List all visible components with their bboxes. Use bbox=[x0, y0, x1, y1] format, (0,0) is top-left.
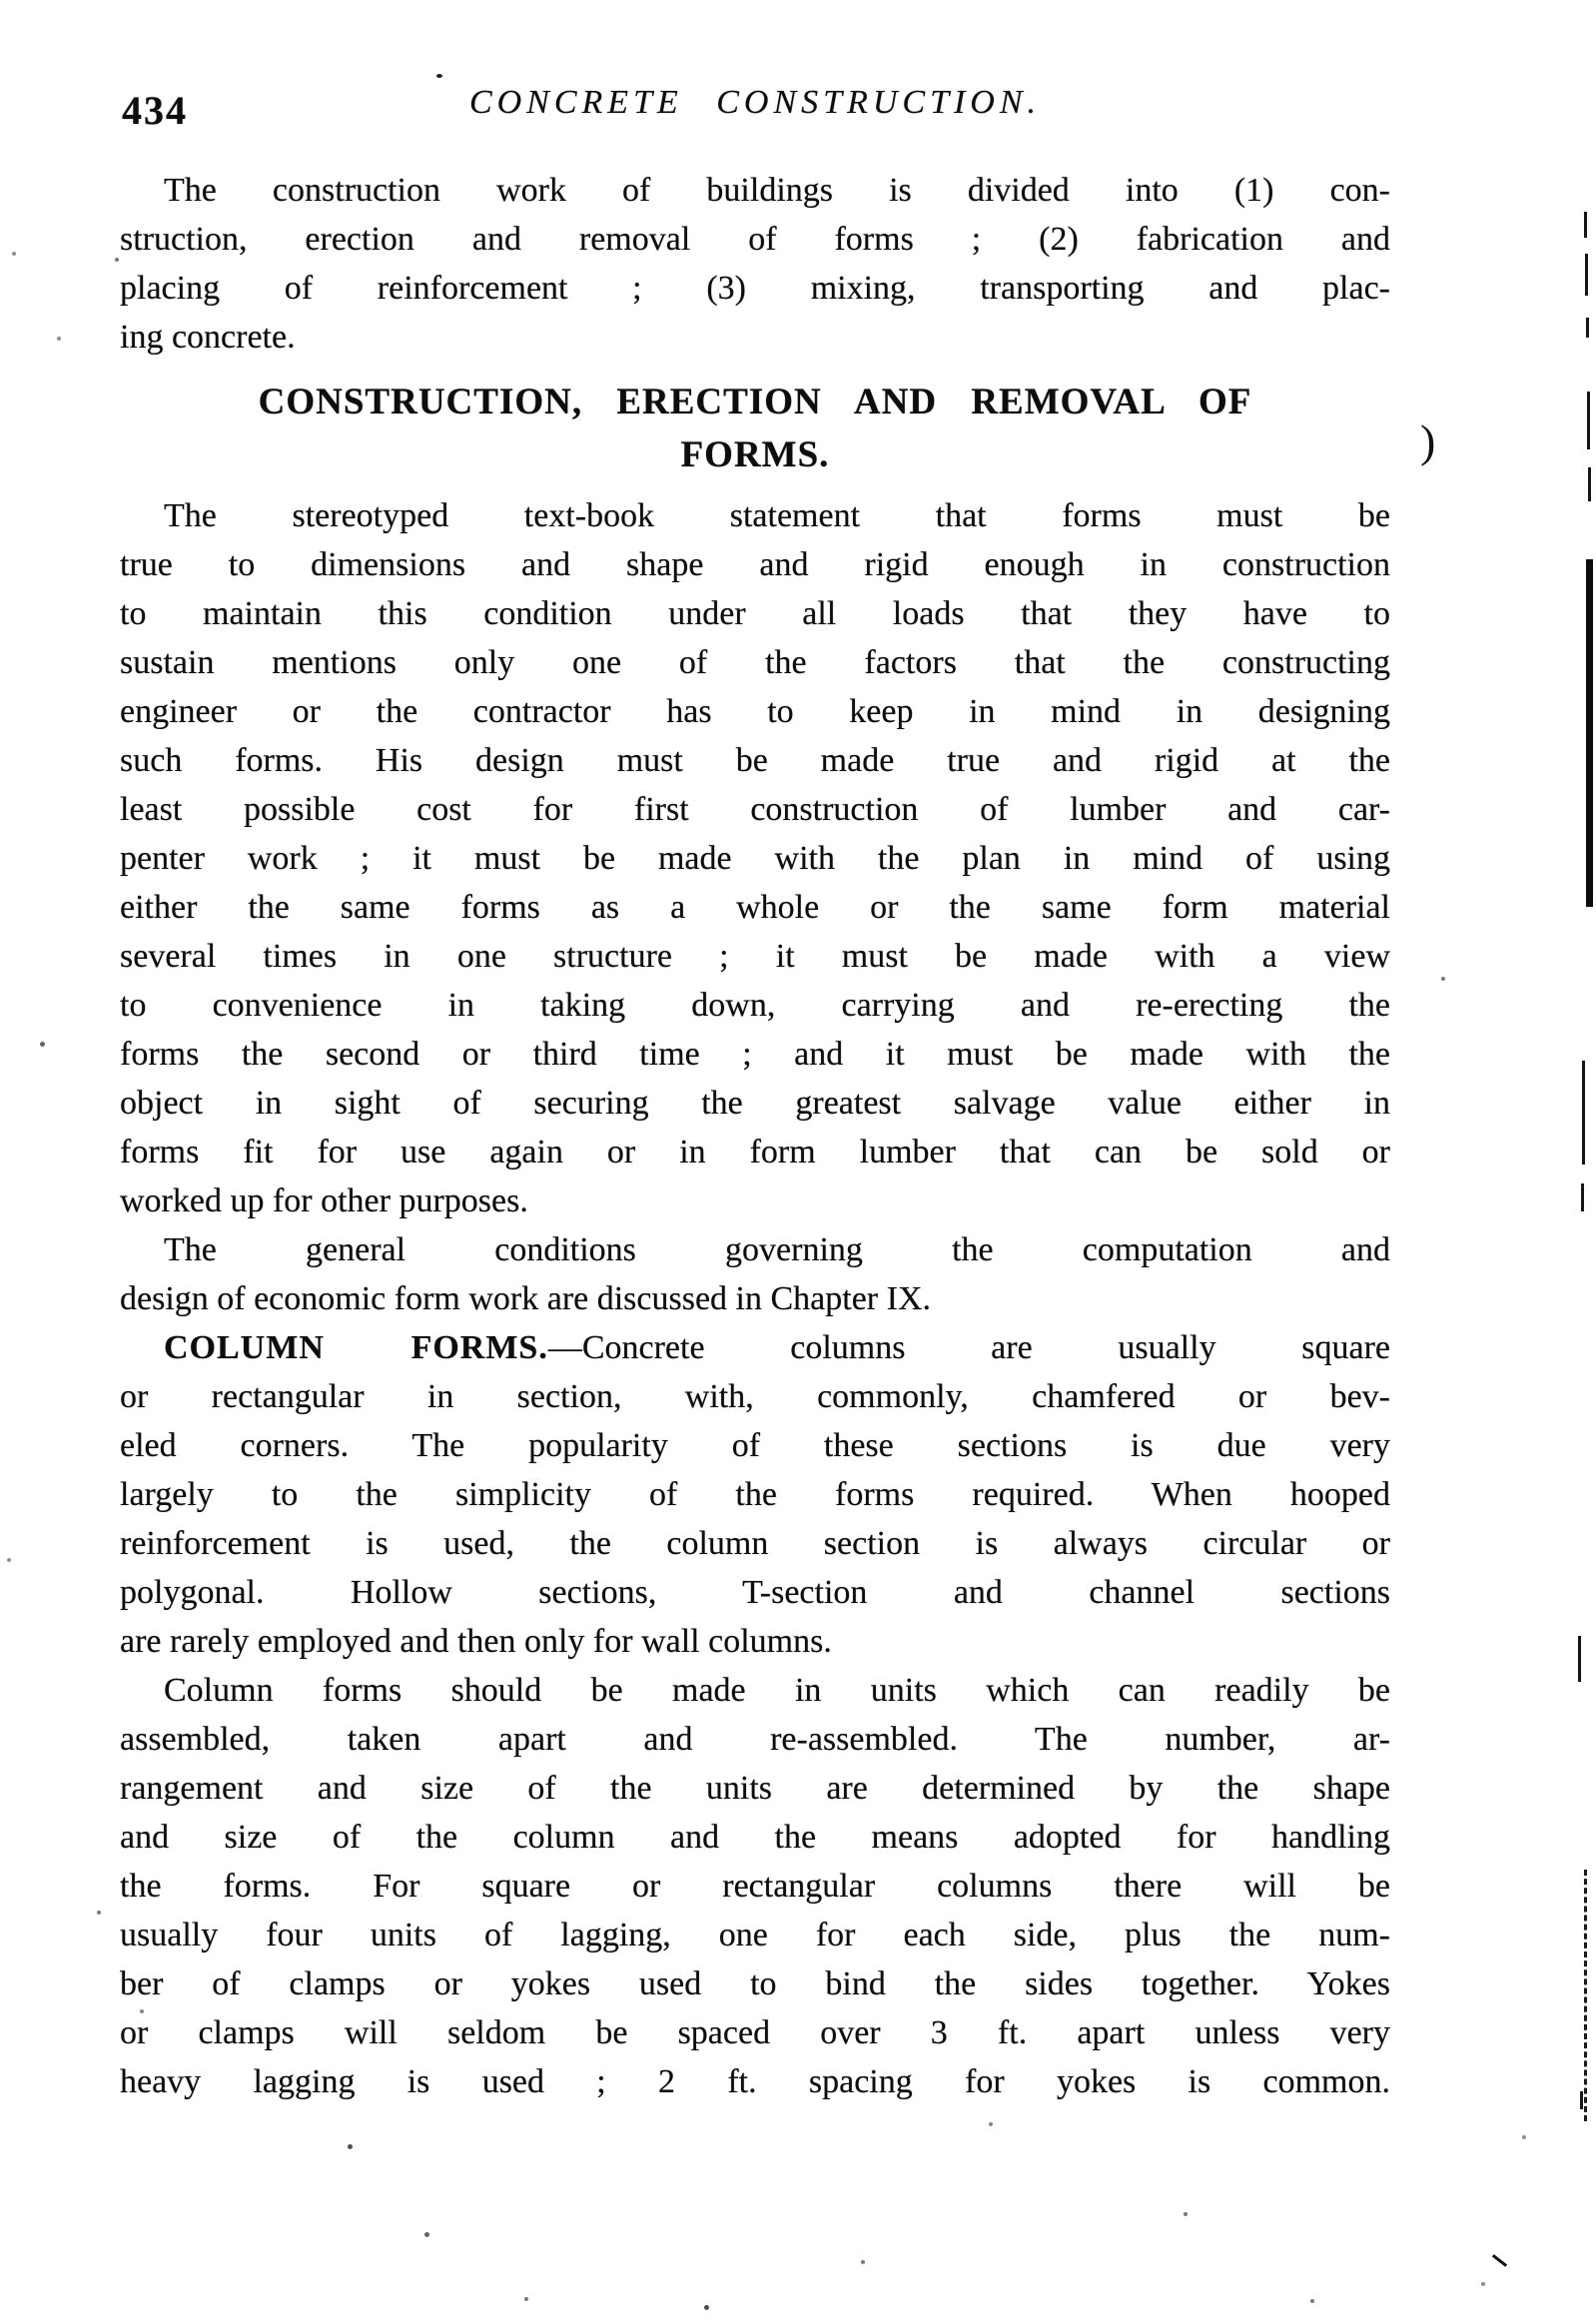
text-line: forms fit for use again or in form lumber that can be sold or bbox=[120, 1134, 1390, 1170]
text-line: either the same forms as a whole or the same form material bbox=[120, 889, 1390, 926]
section-heading-line1: CONSTRUCTION, ERECTION AND REMOVAL OF bbox=[258, 382, 1252, 422]
text-line: rangement and size of the units are determined by the shape bbox=[120, 1770, 1390, 1807]
scan-speck bbox=[115, 258, 119, 262]
scan-speck bbox=[97, 1911, 101, 1915]
text-line: The stereotyped text-book statement that forms must be bbox=[164, 497, 1390, 534]
scan-speck bbox=[861, 2260, 865, 2264]
text-line: to maintain this condition under all loads that they have to bbox=[120, 595, 1390, 632]
text-line: least possible cost for first construction of lumber and car- bbox=[120, 791, 1390, 828]
scan-speck bbox=[989, 2122, 993, 2126]
scan-speck bbox=[1481, 2282, 1485, 2286]
scan-artifact-line bbox=[1586, 318, 1589, 338]
text-line: eled corners. The popularity of these sections is due very bbox=[120, 1427, 1390, 1464]
text-line: ing concrete. bbox=[120, 319, 296, 356]
text-line: design of economic form work are discussed in Chapter IX. bbox=[120, 1280, 931, 1317]
text-line: heavy lagging is used ; 2 ft. spacing for yokes is common. bbox=[120, 2063, 1390, 2100]
scan-speck bbox=[7, 1558, 11, 1562]
scan-artifact-line bbox=[1588, 467, 1591, 501]
text-line: true to dimensions and shape and rigid enough in construction bbox=[120, 546, 1390, 583]
scan-speck bbox=[1184, 2212, 1188, 2216]
text-line: reinforcement is used, the column section is always circular or bbox=[120, 1525, 1390, 1562]
text-line: or clamps will seldom be spaced over 3 ft. apart unless very bbox=[120, 2014, 1390, 2051]
page-number: 434 bbox=[122, 88, 188, 133]
scan-speck bbox=[57, 337, 61, 341]
text-line: polygonal. Hollow sections, T-section and channel sections bbox=[120, 1574, 1390, 1611]
text-line bbox=[120, 1323, 1390, 1372]
section-heading-line2: FORMS. bbox=[680, 434, 830, 475]
text-line: and size of the column and the means adopted for handling bbox=[120, 1819, 1390, 1856]
text-line: are rarely employed and then only for wall columns. bbox=[120, 1623, 832, 1660]
scan-speck bbox=[1310, 2299, 1314, 2303]
scan-speck bbox=[1441, 977, 1445, 981]
paragraph bbox=[120, 1225, 1390, 1323]
text-line: penter work ; it must be made with the plan in mind of using bbox=[120, 840, 1390, 877]
scan-artifact-line bbox=[1582, 1061, 1585, 1164]
scan-artifact-line bbox=[1578, 1636, 1581, 1682]
run-in-heading: COLUMN FORMS. bbox=[164, 1329, 548, 1366]
page-body bbox=[120, 166, 1390, 2106]
text-line: placing of reinforcement ; (3) mixing, transporting and plac- bbox=[120, 270, 1390, 307]
text-line: or rectangular in section, with, commonly, chamfered or bev- bbox=[120, 1378, 1390, 1415]
scan-speck bbox=[424, 2232, 429, 2237]
scan-speck bbox=[12, 252, 16, 256]
text-line: worked up for other purposes. bbox=[120, 1182, 528, 1219]
text-line: forms the second or third time ; and it must be made with the bbox=[120, 1036, 1390, 1073]
text-line: ber of clamps or yokes used to bind the sides together. Yokes bbox=[120, 1965, 1390, 2002]
page-header bbox=[120, 84, 1390, 134]
text-line: sustain mentions only one of the factors that the constructing bbox=[120, 644, 1390, 681]
scan-speck bbox=[436, 74, 442, 78]
scan-speck bbox=[704, 2305, 709, 2310]
scan-speck bbox=[1522, 2135, 1526, 2139]
text-line: largely to the simplicity of the forms required. When hooped bbox=[120, 1476, 1390, 1513]
scan-artifact-line bbox=[1587, 391, 1590, 449]
text-line: The general conditions governing the computation and bbox=[164, 1231, 1390, 1268]
paragraph bbox=[120, 1666, 1390, 2106]
paragraph bbox=[120, 166, 1390, 362]
text-line: such forms. His design must be made true and rigid at the bbox=[120, 742, 1390, 779]
text-line: struction, erection and removal of forms ; (2) fabrication and bbox=[120, 221, 1390, 258]
text-line: Column forms should be made in units which can readily be bbox=[164, 1672, 1390, 1709]
paragraph bbox=[120, 491, 1390, 1225]
text-line: object in sight of securing the greatest salvage value either in bbox=[120, 1085, 1390, 1122]
text-line: the forms. For square or rectangular columns there will be bbox=[120, 1868, 1390, 1905]
section-heading bbox=[120, 376, 1390, 481]
text-line: The construction work of buildings is divided into (1) con- bbox=[164, 172, 1390, 209]
scan-artifact-line bbox=[1581, 1183, 1584, 1211]
scan-speck bbox=[524, 2297, 528, 2301]
scan-artifact-tick bbox=[1492, 2254, 1507, 2267]
running-head: CONCRETE CONSTRUCTION. bbox=[468, 84, 1042, 121]
text-line: to convenience in taking down, carrying and re-erecting the bbox=[120, 987, 1390, 1024]
scan-artifact-line bbox=[1580, 2091, 1583, 2109]
text-line: usually four units of lagging, one for each side, plus the num- bbox=[120, 1917, 1390, 1953]
text-run: —Concrete columns are usually square bbox=[547, 1329, 1390, 1366]
scan-speck bbox=[140, 2009, 144, 2013]
scan-artifact-line bbox=[1584, 1870, 1587, 2121]
text-line: assembled, taken apart and re-assembled. The number, ar- bbox=[120, 1721, 1390, 1758]
scan-speck bbox=[348, 2144, 353, 2149]
paragraph bbox=[120, 1323, 1390, 1666]
text-line: several times in one structure ; it must be made with a view bbox=[120, 938, 1390, 975]
scan-artifact-line bbox=[1584, 212, 1587, 238]
scan-artifact-line bbox=[1586, 559, 1593, 907]
scan-artifact-line bbox=[1585, 254, 1588, 296]
scan-artifact-paren: ) bbox=[1420, 415, 1436, 466]
scan-speck bbox=[40, 1042, 45, 1047]
text-line: engineer or the contractor has to keep in mind in designing bbox=[120, 693, 1390, 730]
